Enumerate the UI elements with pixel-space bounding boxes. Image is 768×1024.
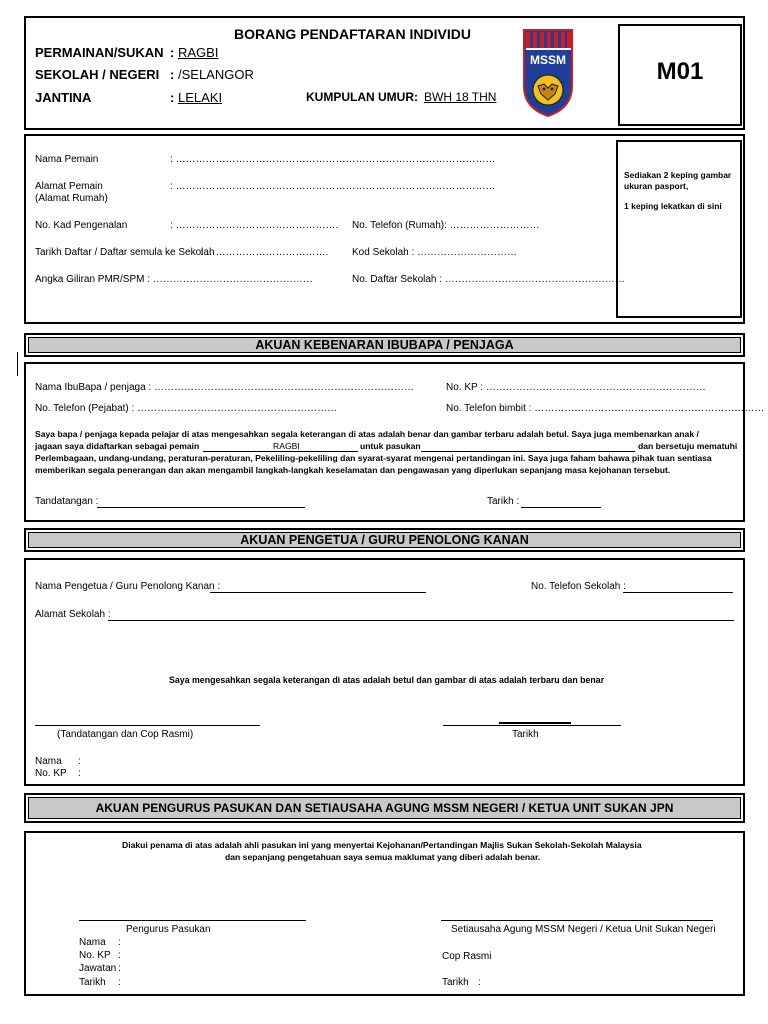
secretary-tarikh-colon: : xyxy=(478,977,481,988)
sport-colon: : xyxy=(170,45,175,60)
manager-tarikh-colon: : xyxy=(118,977,121,988)
manager-jawatan-label: Jawatan xyxy=(79,963,117,974)
manager-tarikh-label: Tarikh xyxy=(79,977,106,988)
manager-decl-line2: dan sepanjang pengetahuan saya semua maklumat yang diberi adalah benar. xyxy=(225,852,541,862)
mssm-logo xyxy=(522,28,574,118)
parent-sign-label: Tandatangan : xyxy=(35,496,99,507)
school-value: /SELANGOR xyxy=(178,67,254,82)
player-school-code[interactable]: Kod Sekolah : ………………………… xyxy=(352,247,518,258)
parent-decl-line2c: untuk pasukan xyxy=(360,441,421,451)
photo-box xyxy=(616,140,742,318)
gender-label: JANTINA xyxy=(35,90,92,105)
secretary-tarikh-label: Tarikh xyxy=(442,977,469,988)
sport-value: RAGBI xyxy=(178,45,219,60)
form-title: BORANG PENDAFTARAN INDIVIDU xyxy=(234,26,471,42)
principal-date-line-bold xyxy=(499,722,571,724)
manager-kp-colon: : xyxy=(118,950,121,961)
player-exam-number[interactable]: Angka Giliran PMR/SPM : ………………………………………… xyxy=(35,274,313,285)
gender-colon: : xyxy=(170,90,175,105)
principal-nama-colon: : xyxy=(78,756,81,767)
principal-section-title: AKUAN PENGETUA / GURU PENOLONG KANAN xyxy=(240,533,529,547)
principal-name-label: Nama Pengetua / Guru Penolong Kanan : xyxy=(35,581,221,592)
parent-decl-line3: Perlembagaan, undang-undang, peraturan-peraturan, Pekeliling-pekeliling dan syarat-syarat mengenai pertandingan ini. Saya juga faham bahawa pihak tuan sentiasa xyxy=(35,453,712,463)
player-ic-label: No. Kad Pengenalan xyxy=(35,220,128,231)
age-group-label: KUMPULAN UMUR: xyxy=(306,90,418,104)
player-name-field[interactable]: : …………………………………………………………………………………… xyxy=(170,154,496,165)
principal-date-label: Tarikh xyxy=(512,729,539,740)
parent-office-phone[interactable]: No. Telefon (Pejabat) : …………………………………………………… xyxy=(35,403,338,414)
manager-kp-label: No. KP xyxy=(79,950,111,961)
principal-declaration: Saya mengesahkan segala keterangan di atas adalah betul dan gambar di atas adalah terbaru dan benar xyxy=(169,675,605,685)
principal-kp-label: No. KP xyxy=(35,768,67,779)
parent-date-line[interactable] xyxy=(521,507,601,508)
player-register-label: Tarikh Daftar / Daftar semula ke Sekolah xyxy=(35,247,215,258)
parent-decl-line2d: dan bersetuju mematuhi xyxy=(638,441,738,451)
principal-phone-label: No. Telefon Sekolah : xyxy=(531,581,626,592)
margin-mark xyxy=(17,352,18,376)
school-colon: : xyxy=(170,67,175,82)
player-address-label: Alamat Pemain xyxy=(35,181,103,192)
manager-decl-line1: Diakui penama di atas adalah ahli pasukan ini yang menyertai Kejohanan/Pertandingan Majlis Sukan Sekolah-Sekolah Malaysia xyxy=(122,840,642,850)
principal-kp-colon: : xyxy=(78,768,81,779)
player-name-label: Nama Pemain xyxy=(35,154,99,165)
manager-section-title: AKUAN PENGURUS PASUKAN DAN SETIAUSAHA AGUNG MSSM NEGERI / KETUA UNIT SUKAN JPN xyxy=(95,801,674,815)
player-school-reg[interactable]: No. Daftar Sekolah : ……………………………………………… xyxy=(352,274,625,285)
parent-sign-line[interactable] xyxy=(97,507,305,508)
parent-date-label: Tarikh : xyxy=(487,496,520,507)
player-address-sub: (Alamat Rumah) xyxy=(35,193,108,204)
parent-decl-line2a: jagaan saya didaftarkan sebagai pemain xyxy=(35,441,200,451)
parent-section-band xyxy=(24,333,745,357)
manager-sign-line[interactable] xyxy=(79,920,306,921)
player-phone-home[interactable]: No. Telefon (Rumah): ……………………… xyxy=(352,220,540,231)
parent-mobile[interactable]: No. Telefon bimbit : …………………………………………………………… xyxy=(446,403,765,414)
secretary-cop-label: Cop Rasmi xyxy=(442,951,492,962)
secretary-label: Setiausaha Agung MSSM Negeri / Ketua Unit Sukan Negeri xyxy=(451,924,716,935)
parent-decl-line1: Saya bapa / penjaga kepada pelajar di atas mengesahkan segala keterangan di atas adalah benar dan gambar terbaru adalah betul. Saya juga membenarkan anak / xyxy=(35,429,699,439)
principal-address-label: Alamat Sekolah : xyxy=(35,609,111,620)
principal-address-line[interactable] xyxy=(108,620,734,621)
manager-nama-label: Nama xyxy=(79,937,106,948)
manager-nama-colon: : xyxy=(118,937,121,948)
player-address-field[interactable]: : …………………………………………………………………………………… xyxy=(170,181,496,192)
age-group-value: BWH 18 THN xyxy=(424,90,497,104)
photo-note-1: Sediakan 2 keping gambar ukuran pasport, xyxy=(624,170,732,191)
parent-name-field[interactable]: Nama IbuBapa / penjaga : …………………………………………………………………… xyxy=(35,382,414,393)
form-code: M01 xyxy=(656,58,704,85)
photo-note xyxy=(624,170,736,212)
parent-kp-field[interactable]: No. KP : ………………………………………………………… xyxy=(446,382,706,393)
parent-section-title: AKUAN KEBENARAN IBUBAPA / PENJAGA xyxy=(255,338,514,352)
sport-label: PERMAINAN/SUKAN xyxy=(35,45,164,60)
principal-nama-label: Nama xyxy=(35,756,62,767)
photo-note-2: 1 keping lekatkan di sini xyxy=(624,201,722,211)
logo-text: MSSM xyxy=(530,53,566,67)
player-ic-field[interactable]: : …………………………………………. xyxy=(170,220,339,231)
manager-jawatan-colon: : xyxy=(118,963,121,974)
player-register-field[interactable]: : ………………………………. xyxy=(200,247,329,258)
principal-sign-line[interactable] xyxy=(35,725,260,726)
principal-date-line[interactable] xyxy=(443,725,621,726)
gender-value: LELAKI xyxy=(178,90,223,105)
parent-decl-line4: memberikan segala penerangan dan akan mengambil langkah-langkah keselamatan dan pengawasan yang diperlukan sepanjang masa kejohanan tersebut. xyxy=(35,465,671,475)
principal-name-line[interactable] xyxy=(210,592,426,593)
principal-sign-label: (Tandatangan dan Cop Rasmi) xyxy=(57,729,194,740)
school-label: SEKOLAH / NEGERI xyxy=(35,67,160,82)
parent-decl-sport: RAGBI xyxy=(273,441,300,451)
secretary-sign-line[interactable] xyxy=(441,920,713,921)
principal-phone-line[interactable] xyxy=(623,592,733,593)
principal-section-band xyxy=(24,528,745,552)
manager-label: Pengurus Pasukan xyxy=(126,924,211,935)
manager-section-band xyxy=(24,793,745,823)
